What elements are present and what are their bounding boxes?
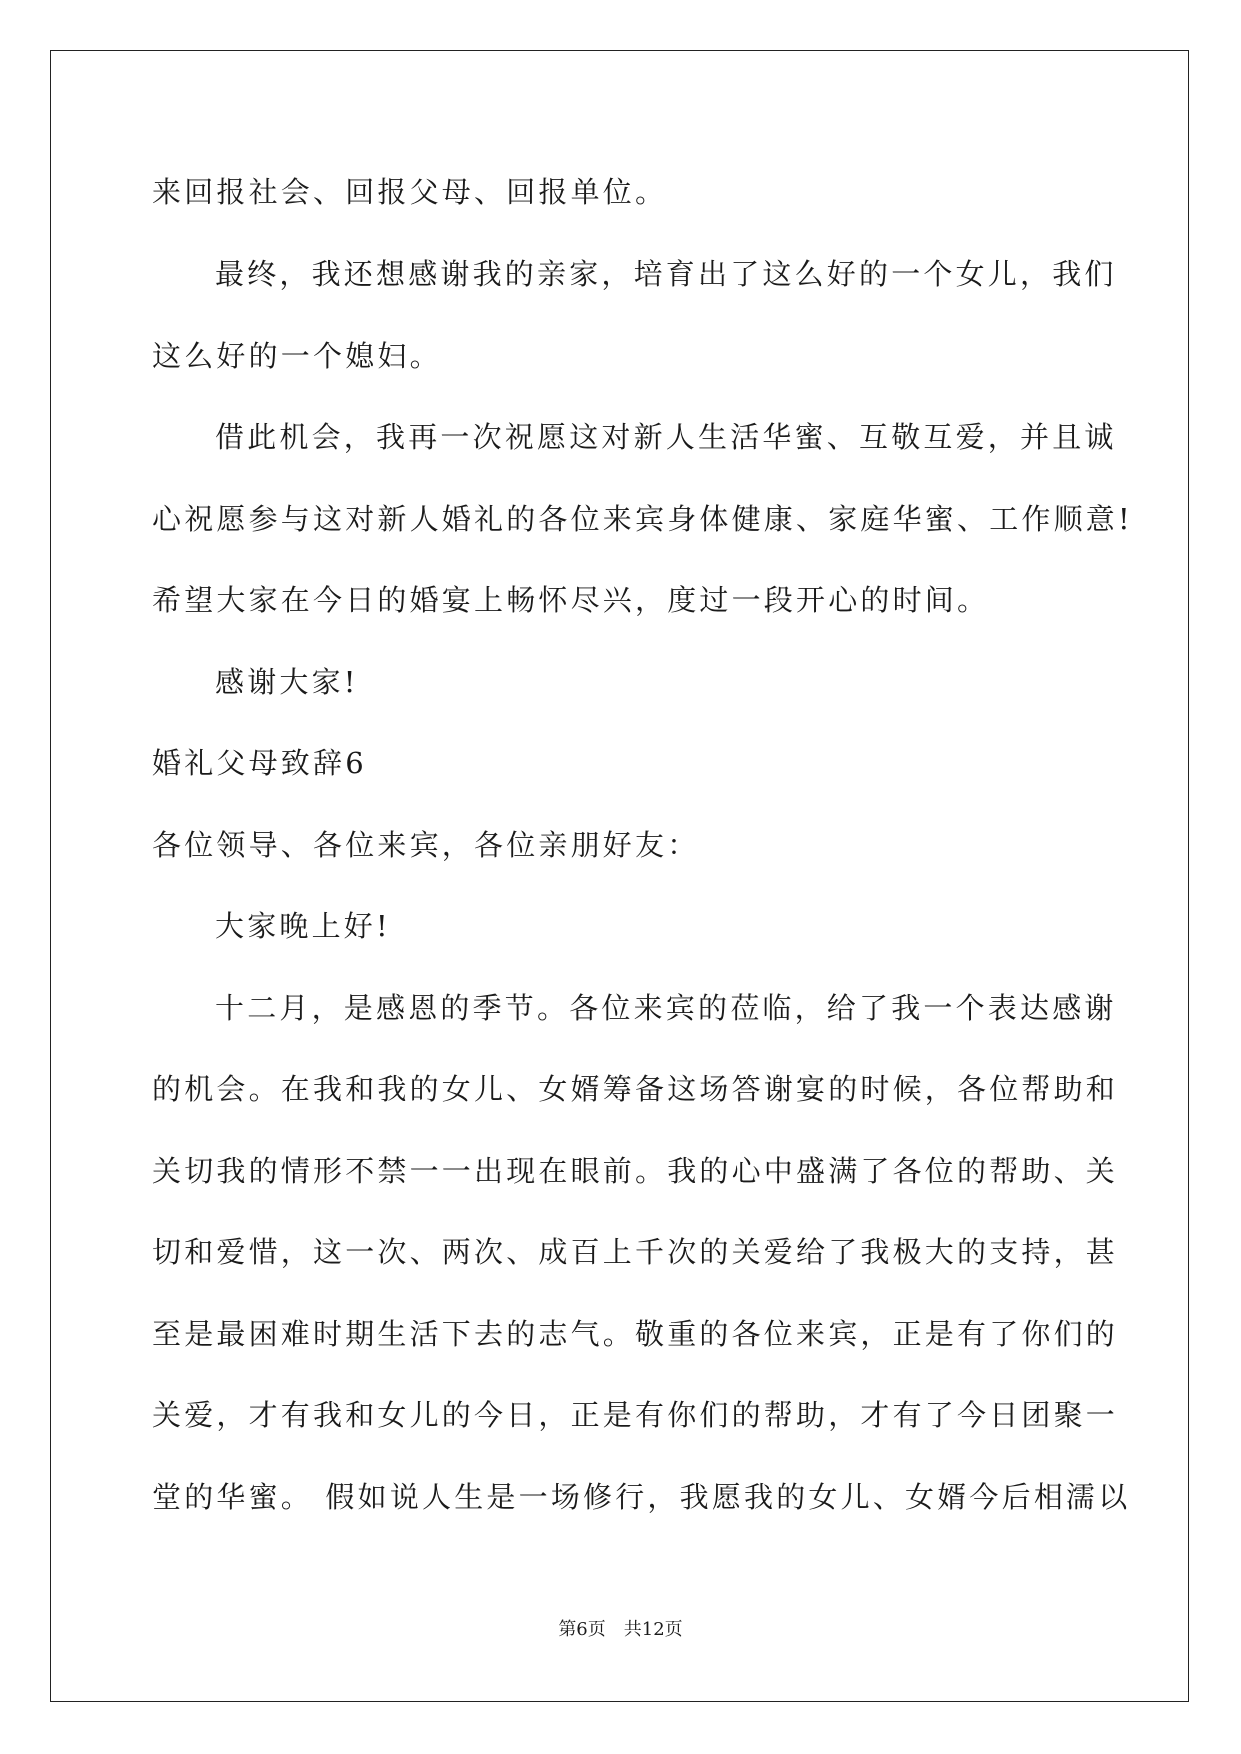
text-line: 来回报社会、回报父母、回报单位。 [152,175,668,209]
text-line: 关切我的情形不禁一一出现在眼前。我的心中盛满了各位的帮助、关 [152,1154,1119,1188]
text-line: 切和爱惜，这一次、两次、成百上千次的关爱给了我极大的支持，甚 [152,1235,1119,1269]
text-line: 关爱，才有我和女儿的今日，正是有你们的帮助，才有了今日团聚一 [152,1398,1119,1432]
text-line: 的机会。在我和我的女儿、女婿筹备这场答谢宴的时候，各位帮助和 [152,1072,1119,1106]
page-number: 第6页 共12页 [558,1619,683,1640]
text-line: 心祝愿参与这对新人婚礼的各位来宾身体健康、家庭华蜜、工作顺意! [152,502,1133,536]
text-line: 感谢大家! [215,665,359,699]
text-line: 十二月，是感恩的季节。各位来宾的莅临，给了我一个表达感谢 [215,991,1117,1025]
section-heading: 婚礼父母致辞6 [152,746,367,780]
text-line: 借此机会，我再一次祝愿这对新人生活华蜜、互敬互爱，并且诚 [215,420,1117,454]
greeting: 大家晚上好! [215,909,391,943]
text-line: 至是最困难时期生活下去的志气。敬重的各位来宾，正是有了你们的 [152,1317,1119,1351]
text-line: 堂的华蜜。 假如说人生是一场修行，我愿我的女儿、女婿今后相濡以 [152,1480,1131,1514]
text-line: 希望大家在今日的婚宴上畅怀尽兴，度过一段开心的时间。 [152,583,990,617]
salutation: 各位领导、各位来宾，各位亲朋好友： [152,828,700,862]
text-line: 这么好的一个媳妇。 [152,339,442,373]
page-border [50,50,1189,1702]
text-line: 最终，我还想感谢我的亲家，培育出了这么好的一个女儿，我们 [215,257,1117,291]
